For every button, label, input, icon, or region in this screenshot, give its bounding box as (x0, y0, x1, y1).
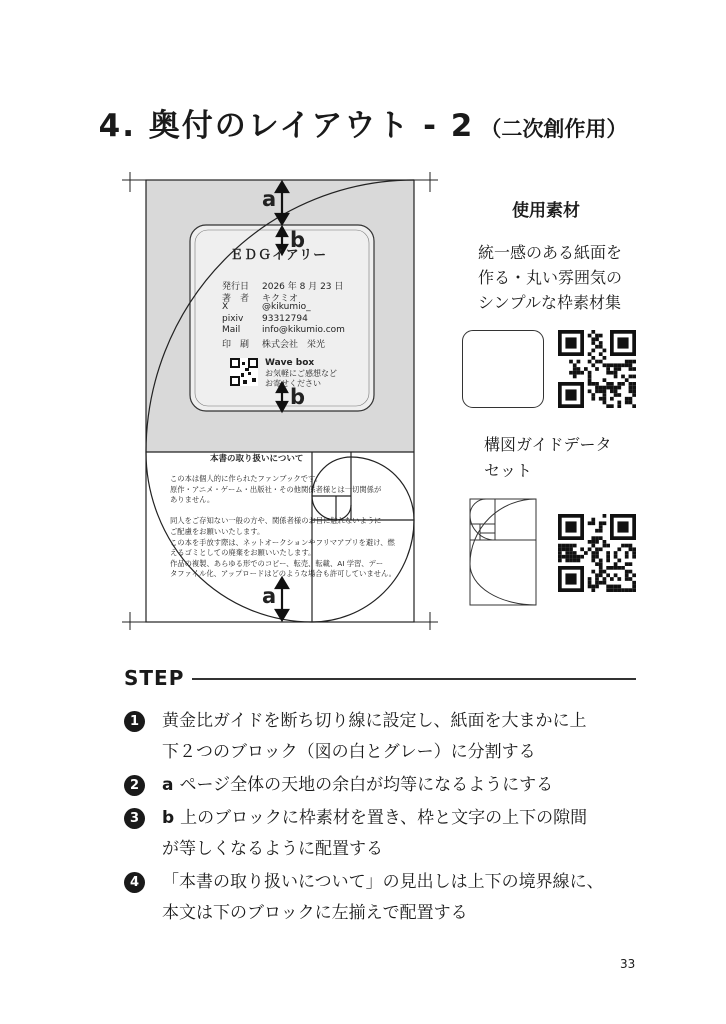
step-divider (192, 678, 636, 680)
step-item: 1 黄金比ガイドを断ち切り線に設定し、紙面を大まかに上 下２つのブロック（図の白とグレー）に分割する (124, 706, 644, 768)
frame-material-thumbnail (462, 330, 544, 408)
wavebox-line-2: お寄せください (265, 379, 321, 388)
colophon-row-label: X (222, 302, 229, 312)
qr-code-frames[interactable] (558, 330, 636, 408)
step-number: 2 (124, 775, 145, 796)
handling-line: この本は個人的に作られたファンブックです。 (170, 474, 322, 483)
step-item: 3 b 上のブロックに枠素材を置き、枠と文字の上下の隙間 が等しくなるように配置する (124, 803, 644, 865)
colophon-row-value: 2026 年 8 月 23 日 (262, 282, 344, 292)
handling-line: 原作・アニメ・ゲーム・出版社・その他関係者様とは一切関係が (170, 484, 382, 494)
page-number: 33 (620, 957, 636, 971)
handling-heading: 本書の取り扱いについて (210, 454, 304, 464)
guide-description: 構図ガイドデータ セット (484, 435, 612, 480)
step-number: 4 (124, 872, 145, 893)
colophon-logo: ＥＤＧイアリー (230, 248, 328, 263)
colophon-row-label: 印 刷 (222, 339, 250, 350)
colophon-row-label: 発行日 (222, 282, 250, 292)
handling-line: 同人をご存知ない一般の方や、関係者様のお目に触れないように (170, 516, 382, 526)
step-number: 3 (124, 808, 145, 829)
colophon-row-value: 93312794 (262, 313, 308, 324)
steps-list (124, 706, 644, 931)
label-a-top: a (262, 187, 277, 211)
handling-line: えるゴミとしての廃棄をお願いいたします。 (170, 548, 316, 558)
colophon-row-value: @kikumio_ (262, 302, 311, 312)
label-b-top: b (290, 228, 306, 252)
colophon-row-label: pixiv (222, 313, 244, 324)
label-b-bottom: b (290, 385, 306, 409)
step-number: 1 (124, 711, 145, 732)
step-heading: STEP (124, 666, 185, 690)
colophon-row-value: 株式会社 栄光 (262, 339, 326, 350)
title-sub: （二次創作用） (480, 117, 628, 141)
wavebox-title: Wave box (265, 358, 315, 368)
wavebox-line-1: お気軽にご感想など (265, 369, 337, 378)
colophon-row-label: 著 者 (222, 293, 250, 304)
title-main: 4. 奥付のレイアウト - 2 (98, 108, 475, 144)
label-a-bottom: a (262, 584, 277, 608)
handling-line: 作品の複製、あらゆる形でのコピー、転売、転載、AI 学習、デー (170, 558, 384, 568)
step-keyword: b (162, 808, 175, 828)
handling-line: タファイル化、アップロードはどのような場合も許可していません。 (170, 569, 396, 579)
colophon-qr (230, 358, 258, 386)
handling-line: ありません。 (170, 495, 215, 505)
colophon-row-value: キクミオ (262, 293, 299, 304)
handling-line: ご配慮をお願いいたします。 (170, 527, 265, 536)
materials-description: 統一感のある紙面を 作る・丸い雰囲気の シンプルな枠素材集 (478, 243, 623, 312)
step-item: 2 a ページ全体の天地の余白が均等になるようにする (124, 770, 644, 801)
materials-title: 使用素材 (512, 201, 580, 221)
handling-line: この本を手放す際は、ネットオークションやフリマアプリを避け、燃 (170, 537, 395, 547)
step-keyword: a (162, 775, 174, 795)
guide-thumbnail (470, 499, 536, 605)
step-item: 4 「本書の取り扱いについて」の見出しは上下の境界線に、 本文は下のブロックに左揃えで配置する (124, 867, 644, 929)
colophon-row-value: info@kikumio.com (262, 325, 345, 335)
qr-code-guides[interactable] (558, 514, 636, 592)
colophon-row-label: Mail (222, 325, 241, 335)
